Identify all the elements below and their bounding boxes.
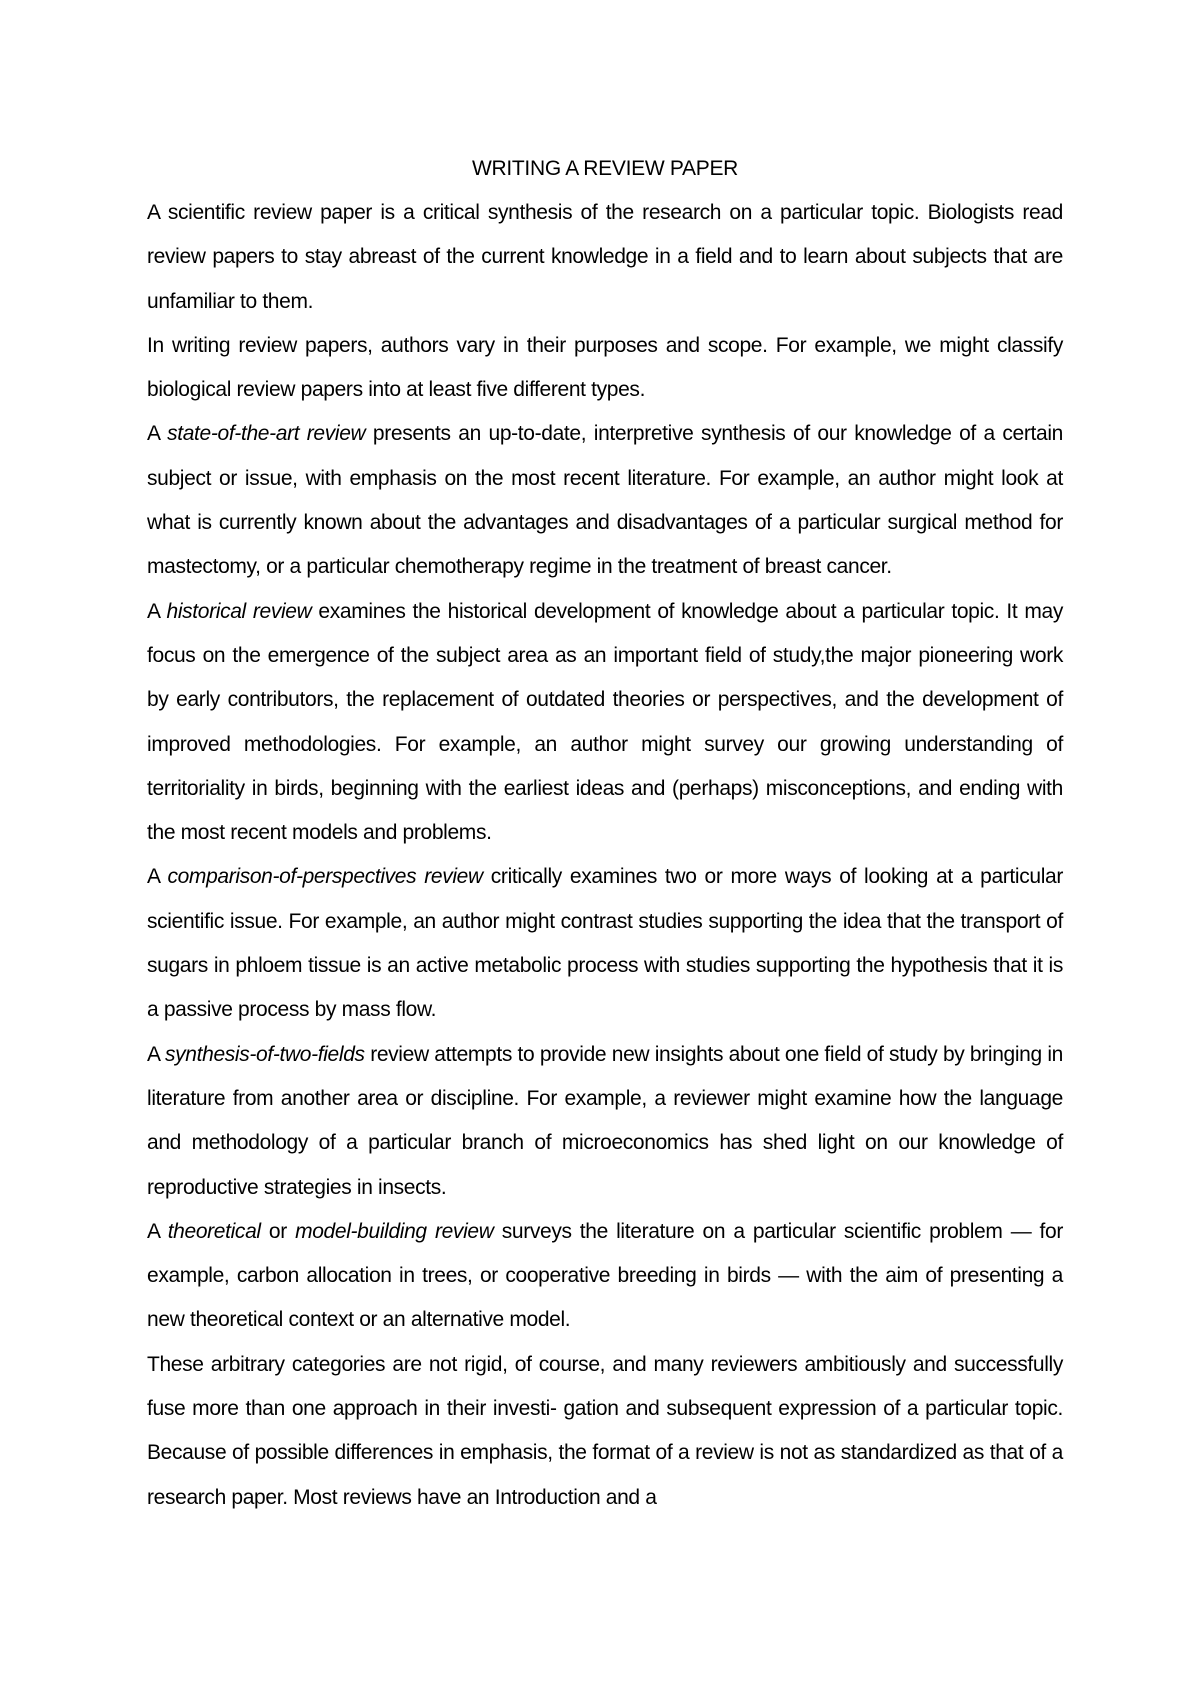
paragraph-text: A scientific review paper is a critical synthesis of the research on a particular topic. Biologists read review papers to stay abreast of the current knowledge in a field and to learn about subjects that are unfamiliar to them. bbox=[147, 201, 1063, 313]
review-type-term: comparison-of-perspectives review bbox=[167, 865, 483, 889]
paragraph-purposes bbox=[147, 324, 1063, 413]
paragraph-lead: A bbox=[147, 865, 168, 889]
review-type-term: synthesis-of-two-fields bbox=[165, 1042, 365, 1066]
paragraph-text: These arbitrary categories are not rigid, of course, and many reviewers ambitiously and successfully fuse more than one approach in their investi- gation and subsequent expression of a particular topic. Because of possible differences in emphasis, the format of a review is not as standardized as that of a research paper. Most reviews have an Introduction and a bbox=[147, 1352, 1063, 1509]
paragraph-comparison bbox=[147, 855, 1063, 1032]
paragraph-intro bbox=[147, 191, 1063, 324]
document-title: WRITING A REVIEW PAPER bbox=[471, 157, 739, 180]
review-type-term: theoretical bbox=[167, 1219, 261, 1243]
paragraph-text: examines the historical development of knowledge about a particular topic. It may focus on the emergence of the subject area as an important field of study,the major pioneering work by early contributors, the replacement of outdated theories or perspectives, and the development of improved methodologies. For example, an author might survey our growing understanding of territoriality in birds, beginning with the earliest ideas and (perhaps) misconceptions, and ending with the most recent models and problems. bbox=[147, 599, 1064, 845]
paragraph-categories bbox=[147, 1343, 1063, 1520]
paragraph-lead: A bbox=[147, 1042, 165, 1066]
paragraph-connector: or bbox=[260, 1219, 296, 1243]
paragraph-lead: A bbox=[147, 599, 167, 623]
paragraph-text: In writing review papers, authors vary in their purposes and scope. For example, we might classify biological review papers into at least five different types. bbox=[147, 333, 1063, 402]
document-body bbox=[147, 147, 1063, 1520]
paragraph-synthesis bbox=[147, 1033, 1063, 1210]
review-type-term: state-of-the-art review bbox=[167, 422, 366, 446]
paragraph-text: presents an up-to-date, interpretive synthesis of our knowledge of a certain subject or issue, with emphasis on the most recent literature. For example, an author might look at what is currently known about the advantages and disadvantages of a particular surgical method for mastectomy, or a particular chemotherapy regime in the treatment of breast cancer. bbox=[147, 422, 1063, 579]
paragraph-text: review attempts to provide new insights about one field of study by bringing in literature from another area or discipline. For example, a reviewer might examine how the language and methodology of a particular branch of microeconomics has shed light on our knowledge of reproductive strategies in insects. bbox=[147, 1042, 1063, 1199]
review-type-term: historical review bbox=[166, 599, 312, 623]
paragraph-text: surveys the literature on a particular scientific problem — for example, carbon allocation in trees, or cooperative breeding in birds — with the aim of presenting a new theoretical context or an alternative model. bbox=[147, 1219, 1064, 1332]
paragraph-historical bbox=[147, 590, 1063, 856]
paragraph-theoretical bbox=[147, 1210, 1063, 1343]
paragraph-text: critically examines two or more ways of looking at a particular scientific issue. For example, an author might contrast studies supporting the idea that the transport of sugars in phloem tissue is an active metabolic process with studies supporting the hypothesis that it is a passive process by mass flow. bbox=[147, 865, 1063, 1022]
paragraph-lead: A bbox=[147, 422, 168, 446]
review-type-term: model-building review bbox=[295, 1219, 494, 1243]
paragraph-state-of-the-art bbox=[147, 412, 1063, 589]
paragraph-lead: A bbox=[147, 1219, 168, 1243]
